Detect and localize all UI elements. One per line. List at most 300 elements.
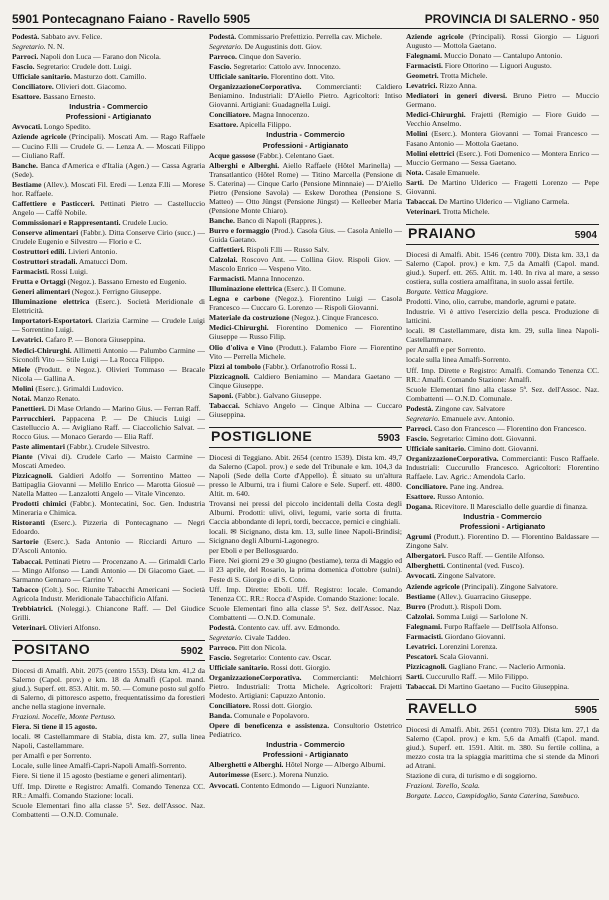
entry-text: Caso don Francesco — Florentino don Francesco.	[432, 423, 587, 433]
entry-label: Podestà.	[209, 622, 237, 632]
town-prodotti: Prodotti. Vino, olio, carrube, mandorle, agrumi e patate.	[406, 297, 577, 307]
entry-label: Aziende agricole	[406, 32, 464, 41]
entry-label: Alberghetti e Alberghi.	[209, 760, 284, 770]
entry-label: Farmacisti.	[406, 61, 443, 71]
header-left: 5901 Pontecagnano Faiano - Ravello 5905	[12, 12, 251, 26]
entry-label: Medici-Chirurghi.	[406, 110, 466, 120]
town-bus: Locale, sulle linee Amalfi-Capri-Napoli Amalfi-Sorrento.	[12, 761, 187, 771]
entry-text: Amatucci Dom.	[77, 257, 128, 267]
entry-text: (Principali). Rossi Giorgio — Liguori Augusto — Mottola Gaetano.	[406, 32, 599, 51]
entry-text: Continental (ved. Fusco).	[445, 561, 525, 571]
columns	[12, 32, 599, 894]
directory-entry	[12, 365, 205, 383]
directory-entry	[406, 168, 599, 177]
town-festa: Fiera. Si tiene il 15 agosto.	[12, 722, 97, 732]
entry-text: Comunale e Popolavoro.	[232, 711, 310, 721]
town-frazioni: Frazioni. Nocelle, Monte Pertuso.	[12, 712, 116, 722]
town-offices: Uff. Imp. Dirette e Registro: Amalfi. Comando Tenenza CC. RR.: Amalfi. Comando Stazione: Amalfi.	[406, 365, 599, 384]
entry-label: Frutta e Ortaggi	[12, 277, 66, 287]
entry-text: De Augustinis dott. Giov.	[242, 42, 322, 52]
directory-entry	[209, 770, 402, 779]
town-railway-2: per Eboli e per Bellosguardo.	[209, 546, 299, 556]
directory-entry	[406, 414, 599, 423]
entry-text: Frajetti (Remigio — Fiore Guido — Vecchio Anselmo.	[406, 110, 599, 129]
header-right: PROVINCIA DI SALERNO - 950	[424, 12, 599, 26]
entry-text: Casale Emanuele.	[423, 167, 480, 177]
town-fairs: Fiere. Nei giorni 29 e 30 giugno (bestiame), terza di Maggio ed il 23 aprile, del Rosario, la prima domenica d'ottobre (sulni). Feste di S. Giorgio e di S. Cono.	[209, 556, 402, 584]
directory-entry	[12, 32, 205, 41]
entry-text: (Vivai di). Crudele Carlo — Maisto Carmine — Moscati Amedeo.	[12, 452, 205, 471]
directory-entry	[12, 346, 205, 364]
entry-text: (Fabbr.). Ditta Conserve Cirio (succ.) — Crudele Eugenio e Silvestro — Florio e C.	[12, 227, 205, 246]
entry-label: Ufficiale sanitario.	[209, 72, 269, 82]
entry-text: Segretario: Contento cav. Oscar.	[231, 652, 332, 662]
entry-text: Civale Taddeo.	[242, 632, 291, 642]
entry-text: Pettinati Pietro — Castelluccio Angelo — Caffè Nobile.	[12, 198, 205, 217]
entry-label: Sartorie	[12, 537, 39, 547]
directory-entry	[209, 401, 402, 419]
entry-text: Somma Luigi — Sarlolone N.	[434, 611, 528, 621]
directory-entry	[12, 471, 205, 498]
town-railway-2: per Amalfi e per Sorrento.	[12, 751, 92, 761]
entry-text: (Eserc.). Società Meridionale di Elettricità.	[12, 297, 205, 316]
town-railway-2: per Amalfi e per Sorrento.	[406, 345, 486, 355]
col1-entries2	[12, 122, 205, 631]
entry-label: Olio d'oliva e Vino	[209, 342, 273, 352]
entry-label: Costruttori stradali.	[12, 257, 78, 267]
entry-label: Trebbiatrici.	[12, 603, 53, 613]
section-heading: Professioni - Artigianato	[262, 140, 349, 150]
town-code: 5902	[180, 645, 203, 657]
entry-text: (Produtt. e Negoz.). Olivieri Tommaso — Bracale Nicola — Gallina A.	[12, 364, 205, 383]
directory-entry	[12, 42, 205, 51]
entry-label: Nota.	[406, 167, 424, 177]
entry-text: Contento Edmondo — Liguori Nunziante.	[239, 780, 370, 790]
col3-entries3	[406, 532, 599, 691]
entry-text: Bassano Ernesto.	[41, 92, 96, 102]
entry-text: Caldiero Beniamino — Mandara Gaetano — Cinque Giuseppe.	[209, 371, 402, 390]
directory-entry	[406, 207, 599, 216]
entry-label: Esattore.	[12, 92, 42, 102]
column-1	[12, 32, 205, 894]
entry-text: (Principali). Moscati Am. — Rago Raffaele — Cucino F.lli — Crudele G. — Lenza A. — Moscati Filippo — Ciuliano Raff.	[12, 132, 205, 160]
entry-label: Conserve alimentari	[12, 227, 79, 237]
entry-text: Bruno Pietro — Muccio Germano.	[406, 91, 599, 110]
town-offices: Uff. Imp. Dirette e Registro: Amalfi. Comando Tenenza CC. RR.: Amalfi. Comando Stazione: locali.	[12, 781, 205, 800]
entry-text: Ricevitore. Il Maresciallo delle guardie di finanza.	[432, 502, 588, 512]
entry-label: Veterinari.	[12, 622, 47, 632]
town-description-2: Stazione di cura, di turismo e di soggiorno.	[406, 771, 537, 781]
directory-entry	[12, 180, 205, 198]
entry-text: Galdieri Adolfo — Sorrentino Matteo — Battipaglia Giovanni — Melillo Enrico — Marotta Giosuè — Natella Matteo — Lanzalotti Angelo — Vitale Vincenzo.	[12, 471, 205, 499]
entry-text: (Negoz.). Fiorentino Luigi — Casola Francesco — Cuccaro G. Lorenzo — Rispoli Giovanni.	[209, 294, 402, 313]
entry-text: (Allev.). Guarracino Giuseppe.	[435, 591, 532, 601]
entry-label: Illuminazione elettrica	[209, 284, 283, 294]
entry-label: Notai.	[12, 393, 32, 403]
entry-text: Zingone Salvatore.	[436, 571, 496, 581]
entry-label: Aziende agricole	[406, 581, 460, 591]
directory-entry	[12, 585, 205, 603]
directory-entry	[209, 633, 402, 642]
directory-entry	[209, 255, 402, 273]
entry-label: Bestiame	[12, 179, 42, 189]
entry-text: Magna Innocenzo.	[250, 110, 310, 120]
entry-text: Commercianti: Fusco Raffaele. Industriali: Cuccurullo Francesco. Agricoltori: Florentino Raffaele. Lav. Agric.: Amendola Carlo.	[406, 453, 599, 482]
directory-entry	[406, 592, 599, 601]
entry-text: Manzo Renato.	[31, 393, 80, 403]
entry-label: Mediatori in generi diversi.	[406, 91, 507, 101]
entry-label: Legna e carbone	[209, 294, 270, 304]
town-schools: Scuole Elementari fino alla classe 5ª. Sez. dell'Assoc. Naz. Combattenti — O.N.D. Comunale.	[209, 603, 402, 622]
entry-text: Napoli don Luca — Farano don Nicola.	[38, 52, 161, 62]
directory-entry	[209, 42, 402, 51]
directory-entry	[209, 343, 402, 361]
directory-entry	[406, 502, 599, 511]
entry-label: Conciliatore.	[209, 701, 251, 711]
directory-entry	[209, 391, 402, 400]
directory-entry	[406, 672, 599, 681]
entry-text: Pettinati Pietro — Procenzano A. — Grimaldi Carlo — Mingo Alfonso — Landi Antonio — Di Giacomo Gaet. — Sarmanno Gennaro — Carrino V.	[12, 556, 205, 584]
directory-entry	[12, 218, 205, 227]
entry-text: Cuccurullo Raff. — Milo Filippo.	[423, 671, 529, 681]
entry-label: Saponi.	[209, 390, 234, 400]
directory-entry	[12, 384, 205, 393]
directory-entry	[406, 532, 599, 550]
entry-text: Scala Giovanni.	[437, 651, 489, 661]
entry-label: Medici-Chirurghi.	[12, 345, 72, 355]
entry-label: Miele	[12, 364, 31, 374]
directory-entry	[12, 72, 205, 81]
entry-text: N. N.	[45, 42, 65, 52]
entry-text: (Fabbr.). Celentano Gaet.	[255, 150, 335, 160]
entry-label: Pizzicagnoli.	[12, 471, 53, 481]
town-borgate: Borgate. Vettica Maggiore.	[406, 287, 489, 297]
directory-entry	[209, 245, 402, 254]
directory-entry	[12, 499, 205, 517]
entry-text: Russo Antonio.	[435, 492, 484, 502]
entry-text: Roscovo Ant. — Collina Giov. Rispoli Giov. — Mascolo Enrico — Vespeno Vito.	[209, 255, 402, 274]
entry-text: Trotta Michele.	[438, 71, 488, 81]
directory-entry	[209, 623, 402, 632]
directory-entry	[12, 287, 205, 296]
directory-entry	[209, 323, 402, 341]
directory-entry	[406, 551, 599, 560]
entry-text: Rossi dott. Giorgio.	[250, 701, 313, 711]
entry-label: Podestà.	[209, 32, 237, 41]
entry-label: Parrucchieri.	[12, 413, 56, 423]
entry-label: Bestiame	[406, 591, 436, 601]
entry-text: (Produtt.). Rispoli Dom.	[425, 601, 502, 611]
town-name: RAVELLO	[408, 700, 478, 717]
entry-label: Falegnami.	[406, 621, 443, 631]
entry-label: Farmacisti.	[406, 631, 443, 641]
section-heading: Industria - Commercio	[266, 740, 345, 750]
town-description-2: Trovansi nei pressi del piccolo incidentali della Costa degli Alburni. Prodotti: ulivi, olivi, legumi, varie sorta di frutta. Caccia abbondante di lepri, tordi, beccacce, pernici e cinghiali.	[209, 499, 402, 527]
entry-label: Burro e formaggio	[209, 225, 270, 235]
directory-entry	[12, 247, 205, 256]
entry-text: De Martino Ulderico — Vigliano Carmela.	[436, 196, 570, 206]
town-fairs: Fiere. Si tiene il 15 agosto (bestiame e generi alimentari).	[12, 771, 187, 781]
entry-text: Segretario: Cattolo avv. Innocenzo.	[231, 62, 341, 72]
directory-entry	[406, 178, 599, 196]
entry-text: Contento cav. uff. avv. Edmondo.	[236, 622, 340, 632]
entry-text: (Negoz.). Ferrigno Giuseppe.	[70, 287, 162, 297]
entry-label: Molini elettrici	[406, 148, 455, 158]
directory-entry	[209, 274, 402, 283]
town-code: 5904	[574, 229, 597, 241]
entry-label: Sarti.	[406, 177, 424, 187]
directory-entry	[209, 781, 402, 790]
section-heading: Industria - Commercio	[463, 512, 542, 522]
col2-entries	[209, 32, 402, 129]
directory-entry	[209, 701, 402, 710]
directory-entry	[12, 442, 205, 451]
entry-label: Prodotti chimici	[12, 499, 67, 509]
entry-label: Fascio.	[406, 433, 429, 443]
directory-entry	[209, 72, 402, 81]
entry-text: Banca d'America e d'Italia (Agen.) — Cassa Agraria (Sede).	[12, 160, 205, 179]
entry-label: Generi alimentari	[12, 287, 70, 297]
directory-entry	[12, 92, 205, 101]
entry-label: Panettieri.	[12, 403, 46, 413]
entry-label: Geometri.	[406, 71, 439, 81]
entry-label: Dogana.	[406, 502, 433, 512]
entry-text: Hôtel Norge — Albergo Alburni.	[283, 760, 386, 770]
entry-label: Medici-Chirurghi.	[209, 323, 269, 333]
directory-entry	[209, 52, 402, 61]
town-header-ravello	[406, 699, 599, 720]
entry-text: Rossi dott. Giorgio.	[268, 662, 331, 672]
entry-label: Levatrici.	[12, 335, 44, 345]
entry-label: Tabaccai.	[406, 196, 437, 206]
directory-entry	[209, 216, 402, 225]
directory-entry	[12, 228, 205, 246]
entry-label: Conciliatore.	[12, 82, 54, 92]
directory-entry	[406, 652, 599, 661]
entry-text: Banco di Napoli (Rappres.).	[234, 215, 323, 225]
entry-text: Longo Spedito.	[42, 122, 91, 132]
town-railway: locali. ✉ Castellammare, dista km. 29, sulla linea Napoli-Castellammare.	[406, 326, 599, 345]
directory-entry	[209, 711, 402, 720]
directory-entry	[209, 653, 402, 662]
directory-entry	[406, 632, 599, 641]
entry-label: Segretario.	[12, 42, 46, 52]
col3-entries	[406, 32, 599, 216]
directory-entry	[406, 612, 599, 621]
entry-text: Livieri Antonio.	[66, 247, 118, 257]
entry-text: Commercianti: Melchiorri Pietro. Industriali: Trotta Michele. Agricoltori: Frajetti Modesto. Artigiani: Capuzzo Antonio.	[209, 673, 402, 701]
town-industrie: Industrie. Vi è attivo l'esercizio della pesca. Produzione di latticini.	[406, 307, 599, 326]
entry-text: Segretario: Crudele dott. Luigi.	[34, 62, 132, 72]
entry-text: Lorenzini Lorenza.	[437, 641, 498, 651]
directory-entry	[209, 226, 402, 244]
entry-text: Rossi Luigi.	[48, 267, 88, 277]
directory-entry	[406, 571, 599, 580]
entry-text: (Eserc.). Il Comune.	[282, 284, 346, 294]
entry-label: Opere di beneficenza e assistenza.	[209, 721, 330, 731]
entry-text: (Produtt.). Falambo Fiore — Fiorentino Vito — Perrella Michele.	[209, 342, 402, 361]
entry-text: Pitt don Nicola.	[236, 642, 287, 652]
entry-text: Pappacena P. — De Chiucis Luigi — Castelluccio A. — Avigliano Raff. — Ciaccolichio Salvat. — Rocco Gius. — Monaco Gerardo — Elia Raff.	[12, 413, 205, 441]
directory-entry	[12, 623, 205, 632]
directory-entry	[209, 32, 402, 41]
entry-label: Levatrici.	[406, 81, 438, 91]
section-heading: Professioni - Artigianato	[65, 112, 152, 122]
town-header-positano	[12, 640, 205, 661]
entry-label: Molini	[406, 129, 428, 139]
entry-label: Avvocati.	[12, 122, 43, 132]
entry-label: Avvocati.	[209, 780, 240, 790]
entry-text: Trotta Michele.	[440, 206, 490, 216]
entry-label: Banda.	[209, 711, 233, 721]
directory-entry	[209, 673, 402, 700]
entry-text: Consultorio Ostetrico Pediatrico.	[209, 721, 402, 740]
directory-entry	[12, 518, 205, 536]
entry-label: Tabaccai.	[12, 556, 43, 566]
directory-entry	[406, 91, 599, 109]
town-name: POSITANO	[14, 640, 91, 657]
entry-label: Ufficiale sanitario.	[406, 443, 466, 453]
entry-label: Conciliatore.	[209, 110, 251, 120]
entry-text: Pane ing. Andrea.	[447, 482, 504, 492]
entry-label: Materiale da costruzione	[209, 313, 290, 323]
directory-entry	[406, 482, 599, 491]
entry-text: Rizzo Anna.	[437, 81, 477, 91]
directory-entry	[209, 284, 402, 293]
entry-text: Segretario: Cimino dott. Giovanni.	[428, 433, 537, 443]
entry-text: Apicella Filippo.	[238, 120, 292, 130]
entry-label: Podestà.	[12, 32, 40, 41]
town-schools: Scuole Elementari fino alla classe 5ª. Sez. dell'Assoc. Naz. Combattenti — O.N.D. Comunale.	[12, 800, 205, 819]
entry-label: Albergatori.	[406, 551, 446, 561]
directory-entry	[209, 372, 402, 390]
entry-text: Sabbato avv. Felice.	[39, 32, 103, 41]
entry-text: (Produtt.). Fiorentino D. — Florentino Baldassare — Zingone Salv.	[406, 532, 599, 551]
directory-entry	[209, 643, 402, 652]
entry-text: (Eserc.). Sada Antonio — Ricciardi Arturo — D'Ascoli Antonio.	[12, 537, 205, 556]
directory-entry	[209, 110, 402, 119]
directory-entry	[209, 313, 402, 322]
col1-entries	[12, 32, 205, 101]
entry-text: Furpo Raffaele — Dell'Isola Alfonso.	[442, 621, 559, 631]
directory-entry	[406, 492, 599, 501]
entry-label: Sarti.	[406, 671, 424, 681]
town-schools: Scuole Elementari fino alla classe 5ª. Sez. dell'Assoc. Naz. Combattenti — O.N.D. Comunale.	[406, 384, 599, 403]
directory-entry	[406, 61, 599, 70]
entry-label: Levatrici.	[406, 641, 438, 651]
entry-text: (Eserc.). Pizzeria di Pontecagnano — Negri Edoardo.	[12, 518, 205, 537]
entry-text: Di Mase Orlando — Marino Gius. — Ferran Raff.	[45, 403, 201, 413]
directory-entry	[209, 362, 402, 371]
entry-text: (Allev.). Moscati Fil. Eredi — Lenza F.lli — Morese hor. Raffaele.	[12, 179, 205, 198]
entry-label: Ufficiale sanitario.	[209, 662, 269, 672]
directory-entry	[406, 71, 599, 80]
entry-text: (Eserc.). Grimaldi Ludovico.	[33, 383, 124, 393]
entry-label: Avvocati.	[406, 571, 437, 581]
directory-entry	[209, 82, 402, 109]
entry-label: Fascio.	[209, 652, 232, 662]
entry-label: Falegnami.	[406, 51, 443, 61]
directory-entry	[406, 454, 599, 481]
directory-entry	[12, 414, 205, 441]
entry-label: Calzolai.	[209, 255, 238, 265]
entry-text: Fusco Raff. — Gentile Alfonso.	[445, 551, 545, 561]
town-borgate: Borgate. Lacco, Campidoglio, Santa Caterina, Sambuco.	[406, 791, 580, 801]
town-header-postiglione	[209, 427, 402, 448]
entry-text: Olivieri dott. Giacomo.	[53, 82, 127, 92]
entry-label: Tabaccai.	[406, 682, 437, 691]
town-description: Diocesi di Amalfi. Abit. 2651 (centro 703). Dista km. 27,1 da Salerno (Capol. prov.) e km. 5,6 da Amalfi (Capol. mand. giud.). Superf. ett. 1591. Altit. m. 380. Su fertile collina, a mezzo costa tra la spiaggia marittima che si stende da Minori ad Atrani.	[406, 725, 599, 771]
directory-entry	[406, 110, 599, 128]
entry-label: Ufficiale sanitario.	[12, 72, 72, 82]
entry-label: Fascio.	[12, 62, 35, 72]
entry-label: Tabacco	[12, 584, 39, 594]
col2-entries4	[209, 760, 402, 789]
entry-label: Banche.	[209, 215, 235, 225]
directory-entry	[209, 294, 402, 312]
directory-entry	[406, 197, 599, 206]
directory-entry	[12, 267, 205, 276]
directory-entry	[12, 316, 205, 334]
directory-entry	[12, 122, 205, 131]
entry-text: Schiavo Angelo — Cinque Albina — Cuccaro Giuseppina.	[209, 400, 402, 419]
entry-label: Parroci.	[12, 52, 39, 62]
entry-text: Commercianti: Caldiero Beniamino. Industriali: D'Aiello Pietro. Agricoltori: Intiso Giovanni. Artigiani: Guadagnella Luigi.	[209, 82, 402, 110]
directory-entry	[406, 662, 599, 671]
town-code: 5905	[574, 705, 597, 717]
entry-label: Parroco.	[209, 642, 237, 652]
entry-text: Muccio Donato — Cantalupo Antonio.	[442, 51, 563, 61]
entry-label: Segretario.	[209, 42, 243, 52]
entry-label: Farmacisti.	[12, 267, 49, 277]
entry-text: (Fabbr.). Montecatini, Soc. Gen. Industria Mineraria e Chimica.	[12, 499, 205, 518]
directory-entry	[406, 81, 599, 90]
town-railway: locali. ✉ Castellammare di Stabia, dista km. 27, sulla linea Napoli, Castellammare.	[12, 732, 205, 751]
entry-label: Farmacisti.	[209, 274, 246, 284]
entry-label: Tabaccai.	[209, 400, 240, 410]
entry-text: (Eserc.). Morena Nunzio.	[249, 770, 329, 780]
directory-entry	[209, 663, 402, 672]
town-name: POSTIGLIONE	[211, 427, 313, 444]
column-3	[406, 32, 599, 894]
town-frazioni: Frazioni. Torello, Scala.	[406, 781, 480, 791]
entry-label: Veterinari.	[406, 206, 441, 216]
directory-entry	[406, 444, 599, 453]
entry-label: Paste alimentari	[12, 441, 65, 451]
entry-text: Fiorentino Domenico — Fiorentino Giuseppe — Russo Filip.	[209, 323, 402, 342]
entry-text: (Fabbr.). Orfanotrofio Rossi L.	[260, 361, 357, 371]
entry-text: (Fabbr.). Galvano Giuseppe.	[233, 390, 322, 400]
entry-text: (Eserc.). Foti Domenico — Montera Enrico — Muccio Germano — Sessa Gaetano.	[406, 148, 599, 167]
entry-text: Clarizia Carmine — Crudele Luigi — Sorrentino Luigi.	[12, 316, 205, 335]
entry-text: Allimetti Antonio — Palumbo Carmine — Siconolfi Vito — Stile Luigi — La Rocca Filippo.	[12, 345, 205, 364]
entry-label: Calzolai.	[406, 611, 435, 621]
directory-entry	[12, 161, 205, 179]
entry-text: Masturzo dott. Camillo.	[71, 72, 147, 82]
entry-text: (Noleggi.). Chiancone Raff. — Del Giudice Grilli.	[12, 603, 205, 622]
directory-entry	[209, 161, 402, 215]
directory-entry	[12, 132, 205, 159]
directory-entry	[12, 257, 205, 266]
col3-entries2	[406, 404, 599, 512]
entry-text: Giordano Giovanni.	[442, 631, 506, 641]
entry-label: Pizzicagnoli.	[209, 371, 250, 381]
town-description: Diocesi di Teggiano. Abit. 2654 (centro 1539). Dista km. 49,7 da Salerno (Capol. prov.) e sede del Tribunale e km. 104,3 da Napoli (Sede della Corte d'Appello). È situato su un'altura presso le Alburni, tra i fiumi Calore e Sele. Superf. ett. 4800. Altit. m. 640.	[209, 452, 402, 499]
town-offices: Uff. Imp. Dirette: Eboli. Uff. Registro: locale. Comando Tenenza CC. RR.: Rocca d'Aspide. Comando Stazione: locale.	[209, 584, 402, 603]
entry-label: Agrumi	[406, 532, 432, 542]
entry-label: Caffettiere e Pasticceri.	[12, 198, 95, 208]
section-heading: Professioni - Artigianato	[459, 522, 546, 532]
